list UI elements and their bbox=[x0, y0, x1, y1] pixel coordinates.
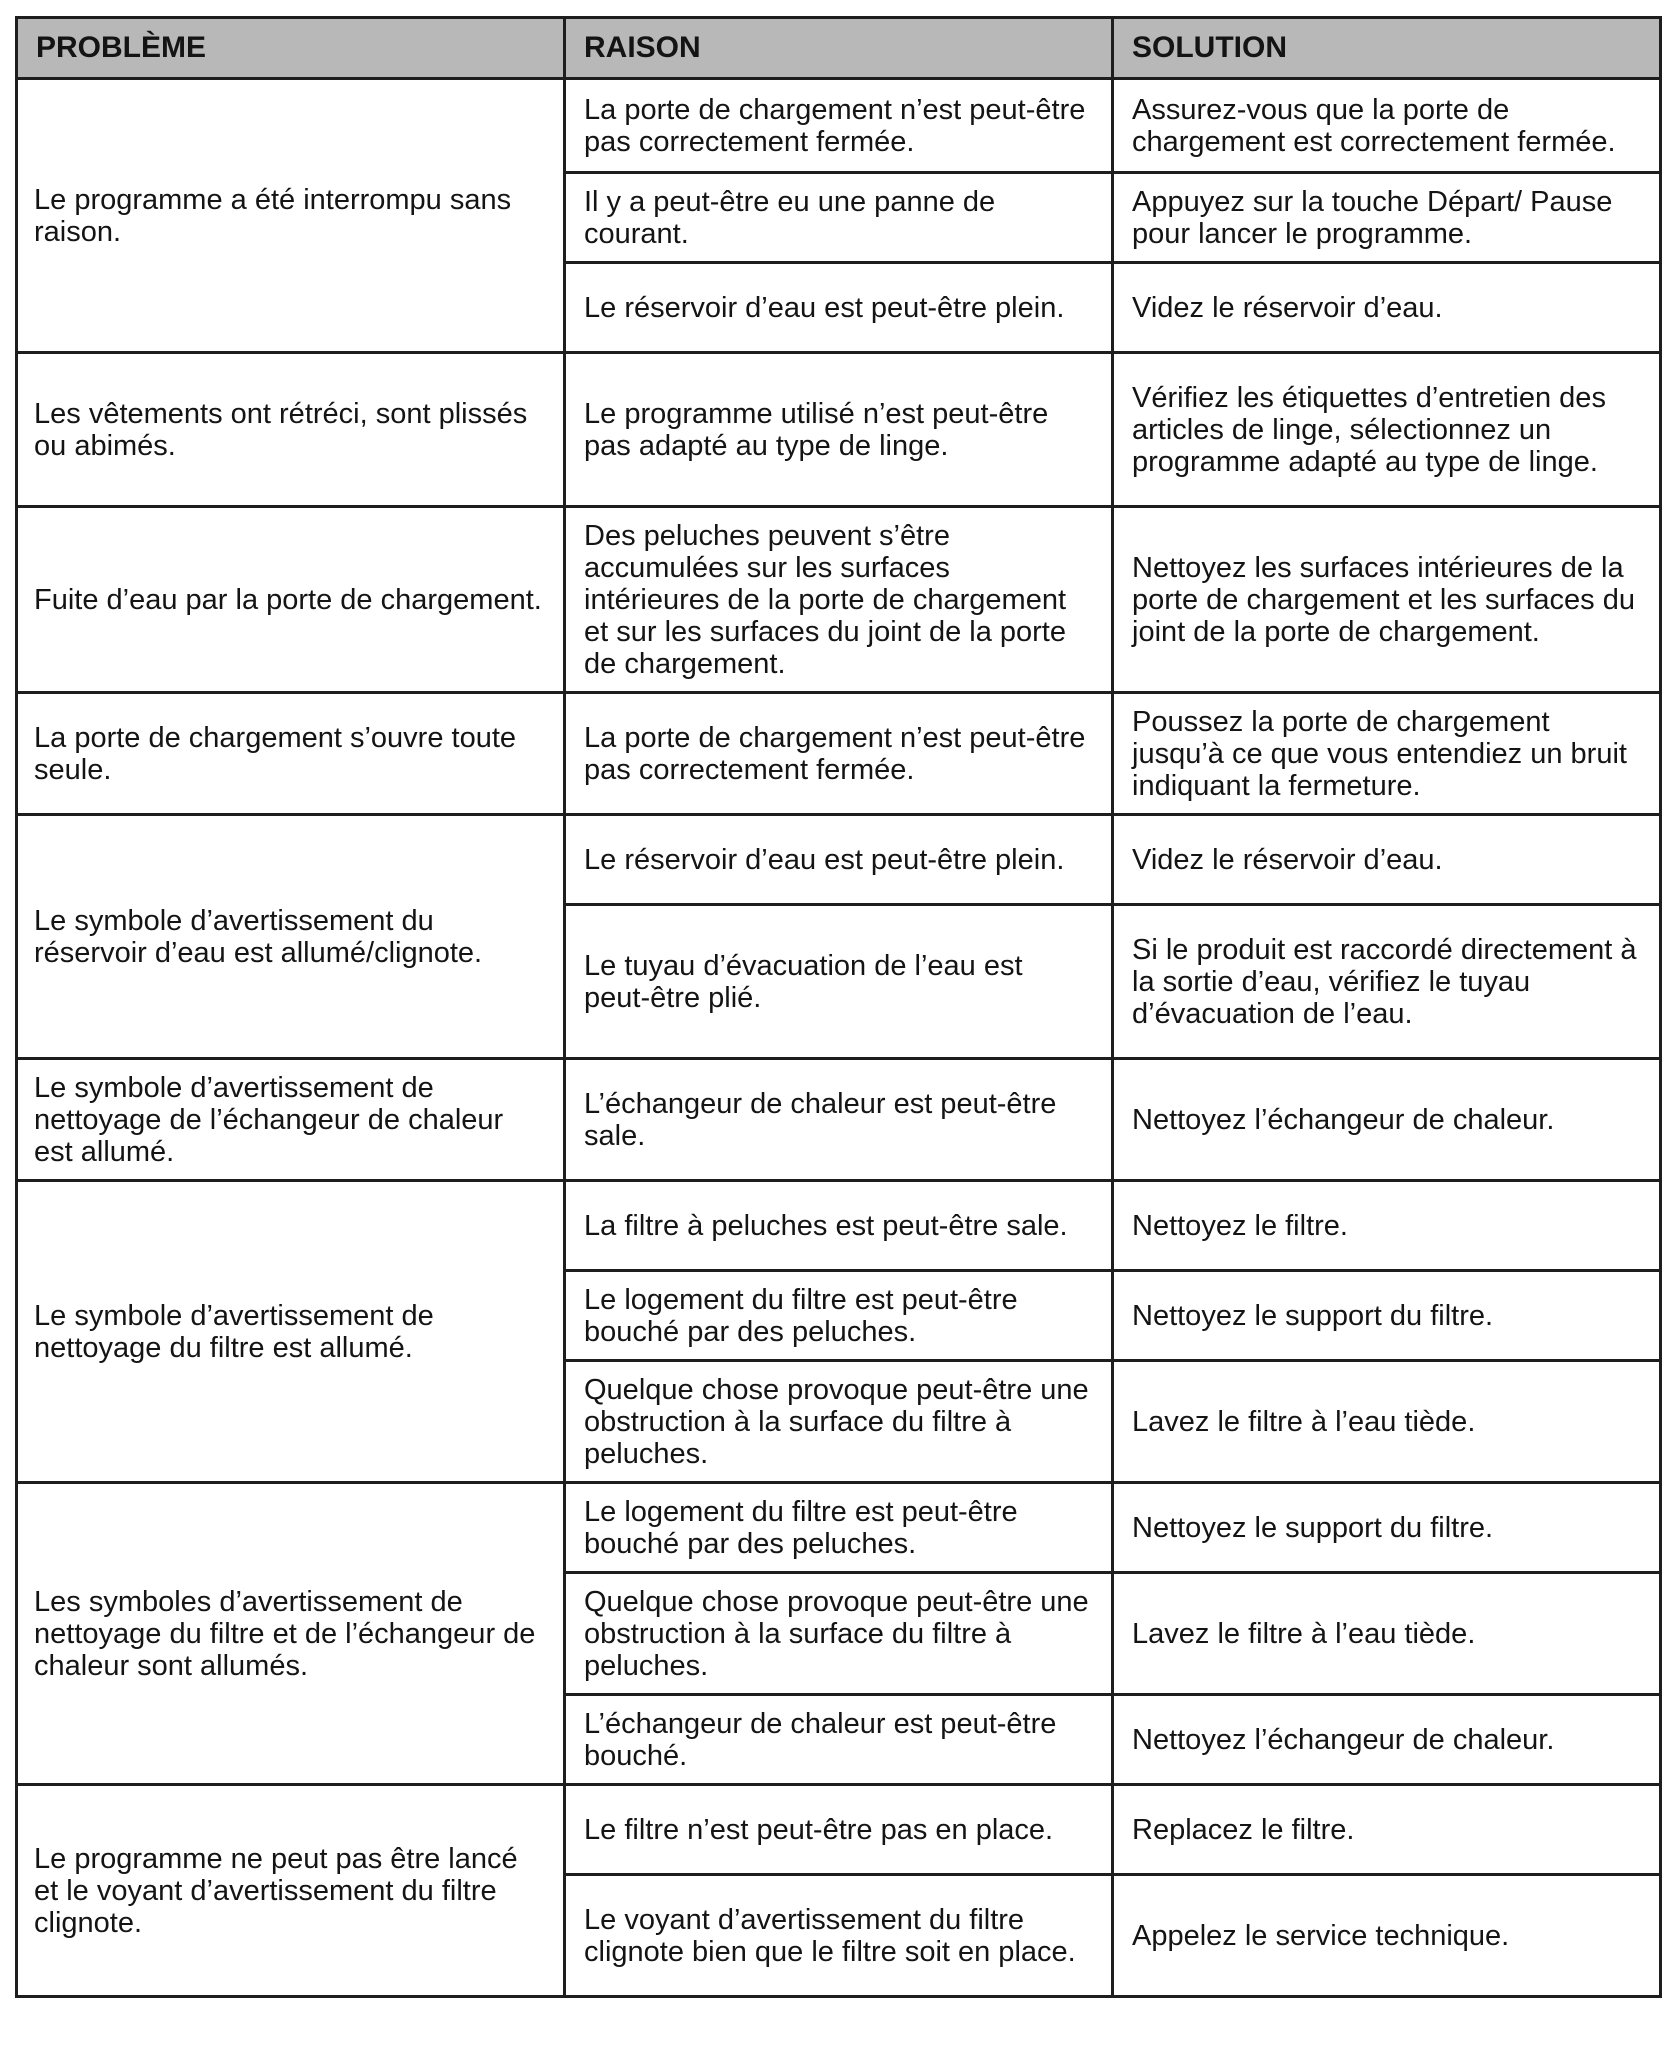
table-row bbox=[17, 1785, 1661, 1875]
table-row bbox=[17, 1059, 1661, 1181]
solution-cell: Nettoyez le support du filtre. bbox=[1113, 1483, 1661, 1573]
solution-cell: Appuyez sur la touche Départ/ Pause pour lancer le programme. bbox=[1113, 173, 1661, 263]
table-row bbox=[17, 1483, 1661, 1573]
solution-cell: Lavez le filtre à l’eau tiède. bbox=[1113, 1573, 1661, 1695]
reason-cell: Des peluches peuvent s’être accumulées sur les surfaces intérieures de la porte de chargement et sur les surfaces du joint de la porte de chargement. bbox=[565, 507, 1113, 693]
reason-cell: Le réservoir d’eau est peut-être plein. bbox=[565, 263, 1113, 353]
problem-cell: Les symboles d’avertissement de nettoyage du filtre et de l’échangeur de chaleur sont allumés. bbox=[17, 1483, 565, 1785]
problem-cell: Fuite d’eau par la porte de chargement. bbox=[17, 507, 565, 693]
reason-cell: Le voyant d’avertissement du filtre clignote bien que le filtre soit en place. bbox=[565, 1875, 1113, 1997]
reason-cell: L’échangeur de chaleur est peut-être sale. bbox=[565, 1059, 1113, 1181]
solution-cell: Nettoyez l’échangeur de chaleur. bbox=[1113, 1059, 1661, 1181]
table-row bbox=[17, 693, 1661, 815]
problem-cell: Le symbole d’avertissement de nettoyage de l’échangeur de chaleur est allumé. bbox=[17, 1059, 565, 1181]
problem-cell: Le programme ne peut pas être lancé et le voyant d’avertissement du filtre clignote. bbox=[17, 1785, 565, 1997]
header-problem: PROBLÈME bbox=[17, 18, 565, 79]
reason-cell: Le filtre n’est peut-être pas en place. bbox=[565, 1785, 1113, 1875]
troubleshooting-table-wrapper bbox=[15, 16, 1659, 1998]
reason-cell: Le logement du filtre est peut-être bouché par des peluches. bbox=[565, 1483, 1113, 1573]
reason-cell: Quelque chose provoque peut-être une obstruction à la surface du filtre à peluches. bbox=[565, 1573, 1113, 1695]
problem-cell: Le programme a été interrompu sans raison. bbox=[17, 79, 565, 353]
troubleshooting-table bbox=[15, 16, 1662, 1998]
reason-cell: Le réservoir d’eau est peut-être plein. bbox=[565, 815, 1113, 905]
problem-cell: La porte de chargement s’ouvre toute seule. bbox=[17, 693, 565, 815]
reason-cell: Il y a peut-être eu une panne de courant. bbox=[565, 173, 1113, 263]
solution-cell: Nettoyez le support du filtre. bbox=[1113, 1271, 1661, 1361]
solution-cell: Videz le réservoir d’eau. bbox=[1113, 263, 1661, 353]
table-header bbox=[17, 18, 1661, 79]
header-reason: RAISON bbox=[565, 18, 1113, 79]
reason-cell: Le programme utilisé n’est peut-être pas adapté au type de linge. bbox=[565, 353, 1113, 507]
solution-cell: Nettoyez l’échangeur de chaleur. bbox=[1113, 1695, 1661, 1785]
solution-cell: Nettoyez le filtre. bbox=[1113, 1181, 1661, 1271]
table-row bbox=[17, 507, 1661, 693]
solution-cell: Videz le réservoir d’eau. bbox=[1113, 815, 1661, 905]
reason-cell: La filtre à peluches est peut-être sale. bbox=[565, 1181, 1113, 1271]
solution-cell: Assurez-vous que la porte de chargement est correctement fermée. bbox=[1113, 79, 1661, 173]
solution-cell: Poussez la porte de chargement jusqu’à ce que vous entendiez un bruit indiquant la fermeture. bbox=[1113, 693, 1661, 815]
problem-cell: Le symbole d’avertissement de nettoyage du filtre est allumé. bbox=[17, 1181, 565, 1483]
table-row bbox=[17, 815, 1661, 905]
problem-cell: Les vêtements ont rétréci, sont plissés ou abimés. bbox=[17, 353, 565, 507]
reason-cell: L’échangeur de chaleur est peut-être bouché. bbox=[565, 1695, 1113, 1785]
table-row bbox=[17, 353, 1661, 507]
reason-cell: Le tuyau d’évacuation de l’eau est peut-être plié. bbox=[565, 905, 1113, 1059]
solution-cell: Nettoyez les surfaces intérieures de la porte de chargement et les surfaces du joint de la porte de chargement. bbox=[1113, 507, 1661, 693]
header-row bbox=[17, 18, 1661, 79]
reason-cell: Le logement du filtre est peut-être bouché par des peluches. bbox=[565, 1271, 1113, 1361]
reason-cell: Quelque chose provoque peut-être une obstruction à la surface du filtre à peluches. bbox=[565, 1361, 1113, 1483]
problem-cell: Le symbole d’avertissement du réservoir d’eau est allumé/clignote. bbox=[17, 815, 565, 1059]
table-body bbox=[17, 79, 1661, 1997]
solution-cell: Appelez le service technique. bbox=[1113, 1875, 1661, 1997]
solution-cell: Si le produit est raccordé directement à la sortie d’eau, vérifiez le tuyau d’évacuation de l’eau. bbox=[1113, 905, 1661, 1059]
table-row bbox=[17, 1181, 1661, 1271]
reason-cell: La porte de chargement n’est peut-être pas correctement fermée. bbox=[565, 693, 1113, 815]
solution-cell: Vérifiez les étiquettes d’entretien des articles de linge, sélectionnez un programme adapté au type de linge. bbox=[1113, 353, 1661, 507]
solution-cell: Lavez le filtre à l’eau tiède. bbox=[1113, 1361, 1661, 1483]
solution-cell: Replacez le filtre. bbox=[1113, 1785, 1661, 1875]
header-solution: SOLUTION bbox=[1113, 18, 1661, 79]
table-row bbox=[17, 79, 1661, 173]
reason-cell: La porte de chargement n’est peut-être pas correctement fermée. bbox=[565, 79, 1113, 173]
